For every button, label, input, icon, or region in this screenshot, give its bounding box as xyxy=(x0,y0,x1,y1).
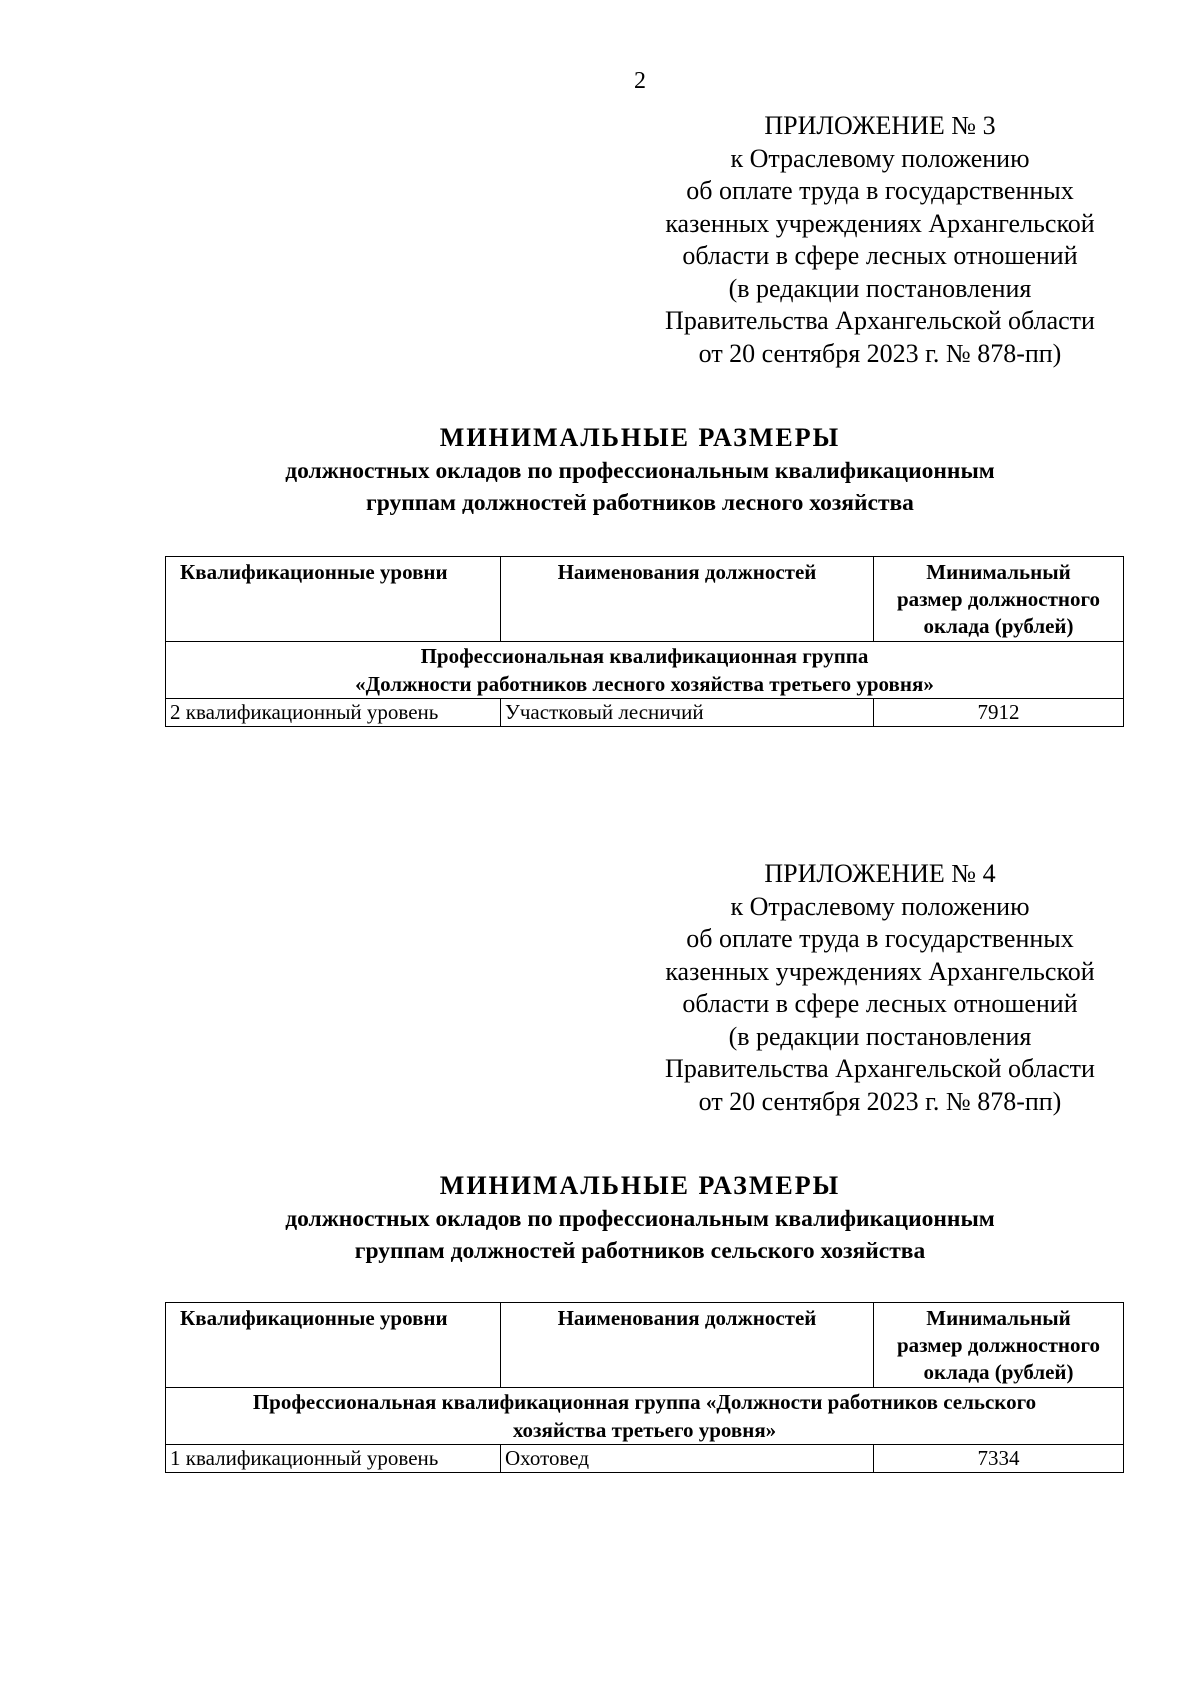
header-level: Квалификационные уровни xyxy=(166,1303,501,1388)
group-line: Профессиональная квалификационная группа «Должности работников сельского xyxy=(252,1390,1037,1414)
appendix-line: об оплате труда в государственных xyxy=(686,176,1074,205)
table-group-row xyxy=(166,642,1124,699)
appendix-line: к Отраслевому положению xyxy=(730,143,1030,173)
header-salary-line: оклада (рублей) xyxy=(923,1360,1074,1384)
appendix-4-block xyxy=(630,858,1130,1118)
appendix-line: казенных учреждениях Архангельской xyxy=(665,208,1095,238)
heading-subtitle: группам должностей работников лесного хозяйства xyxy=(366,490,914,516)
header-salary xyxy=(874,557,1124,642)
heading-subtitle: должностных окладов по профессиональным квалификационным xyxy=(285,1206,995,1232)
header-salary-line: оклада (рублей) xyxy=(923,614,1074,638)
table-row xyxy=(166,1445,1124,1473)
header-position: Наименования должностей xyxy=(501,557,874,642)
header-position: Наименования должностей xyxy=(501,1303,874,1388)
appendix-line: об оплате труда в государственных xyxy=(686,924,1074,953)
salary-table-forestry xyxy=(165,556,1124,727)
cell-level: 1 квалификационный уровень xyxy=(166,1445,501,1473)
section-heading xyxy=(0,421,1200,519)
appendix-line: (в редакции постановления xyxy=(728,1021,1032,1051)
cell-salary: 7334 xyxy=(874,1445,1124,1473)
heading-title: МИНИМАЛЬНЫЕ РАЗМЕРЫ xyxy=(439,423,841,452)
cell-position: Участковый лесничий xyxy=(501,699,874,727)
table-group-row xyxy=(166,1388,1124,1445)
table-header-row xyxy=(166,557,1124,642)
heading-subtitle: должностных окладов по профессиональным квалификационным xyxy=(285,458,995,484)
appendix-title: ПРИЛОЖЕНИЕ № 4 xyxy=(764,859,996,888)
table-header-row xyxy=(166,1303,1124,1388)
page-number: 2 xyxy=(634,68,646,94)
appendix-line: области в сфере лесных отношений xyxy=(682,241,1078,270)
appendix-line: к Отраслевому положению xyxy=(730,891,1030,921)
header-salary-line: Минимальный xyxy=(926,560,1071,584)
heading-subtitle: группам должностей работников сельского хозяйства xyxy=(354,1238,926,1264)
cell-level: 2 квалификационный уровень xyxy=(166,699,501,727)
appendix-line: области в сфере лесных отношений xyxy=(682,989,1078,1018)
group-cell xyxy=(166,1388,1124,1445)
group-cell xyxy=(166,642,1124,699)
heading-title: МИНИМАЛЬНЫЕ РАЗМЕРЫ xyxy=(439,1171,841,1200)
appendix-3-block xyxy=(630,110,1130,370)
appendix-line: Правительства Архангельской области xyxy=(665,1054,1095,1083)
section-heading xyxy=(0,1169,1200,1267)
table-row xyxy=(166,699,1124,727)
appendix-line: от 20 сентября 2023 г. № 878-пп) xyxy=(698,1086,1062,1116)
header-salary-line: размер должностного xyxy=(896,1333,1101,1357)
group-line: Профессиональная квалификационная группа xyxy=(420,644,869,668)
appendix-line: Правительства Архангельской области xyxy=(665,306,1095,335)
cell-salary: 7912 xyxy=(874,699,1124,727)
cell-position: Охотовед xyxy=(501,1445,874,1473)
appendix-line: казенных учреждениях Архангельской xyxy=(665,956,1095,986)
salary-table-agriculture xyxy=(165,1302,1124,1473)
header-level: Квалификационные уровни xyxy=(166,557,501,642)
appendix-line: от 20 сентября 2023 г. № 878-пп) xyxy=(698,338,1062,368)
appendix-title: ПРИЛОЖЕНИЕ № 3 xyxy=(764,111,996,140)
header-salary-line: размер должностного xyxy=(896,587,1101,611)
group-line: «Должности работников лесного хозяйства третьего уровня» xyxy=(355,672,934,696)
group-line: хозяйства третьего уровня» xyxy=(512,1418,777,1442)
header-salary-line: Минимальный xyxy=(926,1306,1071,1330)
appendix-line: (в редакции постановления xyxy=(728,273,1032,303)
header-salary xyxy=(874,1303,1124,1388)
